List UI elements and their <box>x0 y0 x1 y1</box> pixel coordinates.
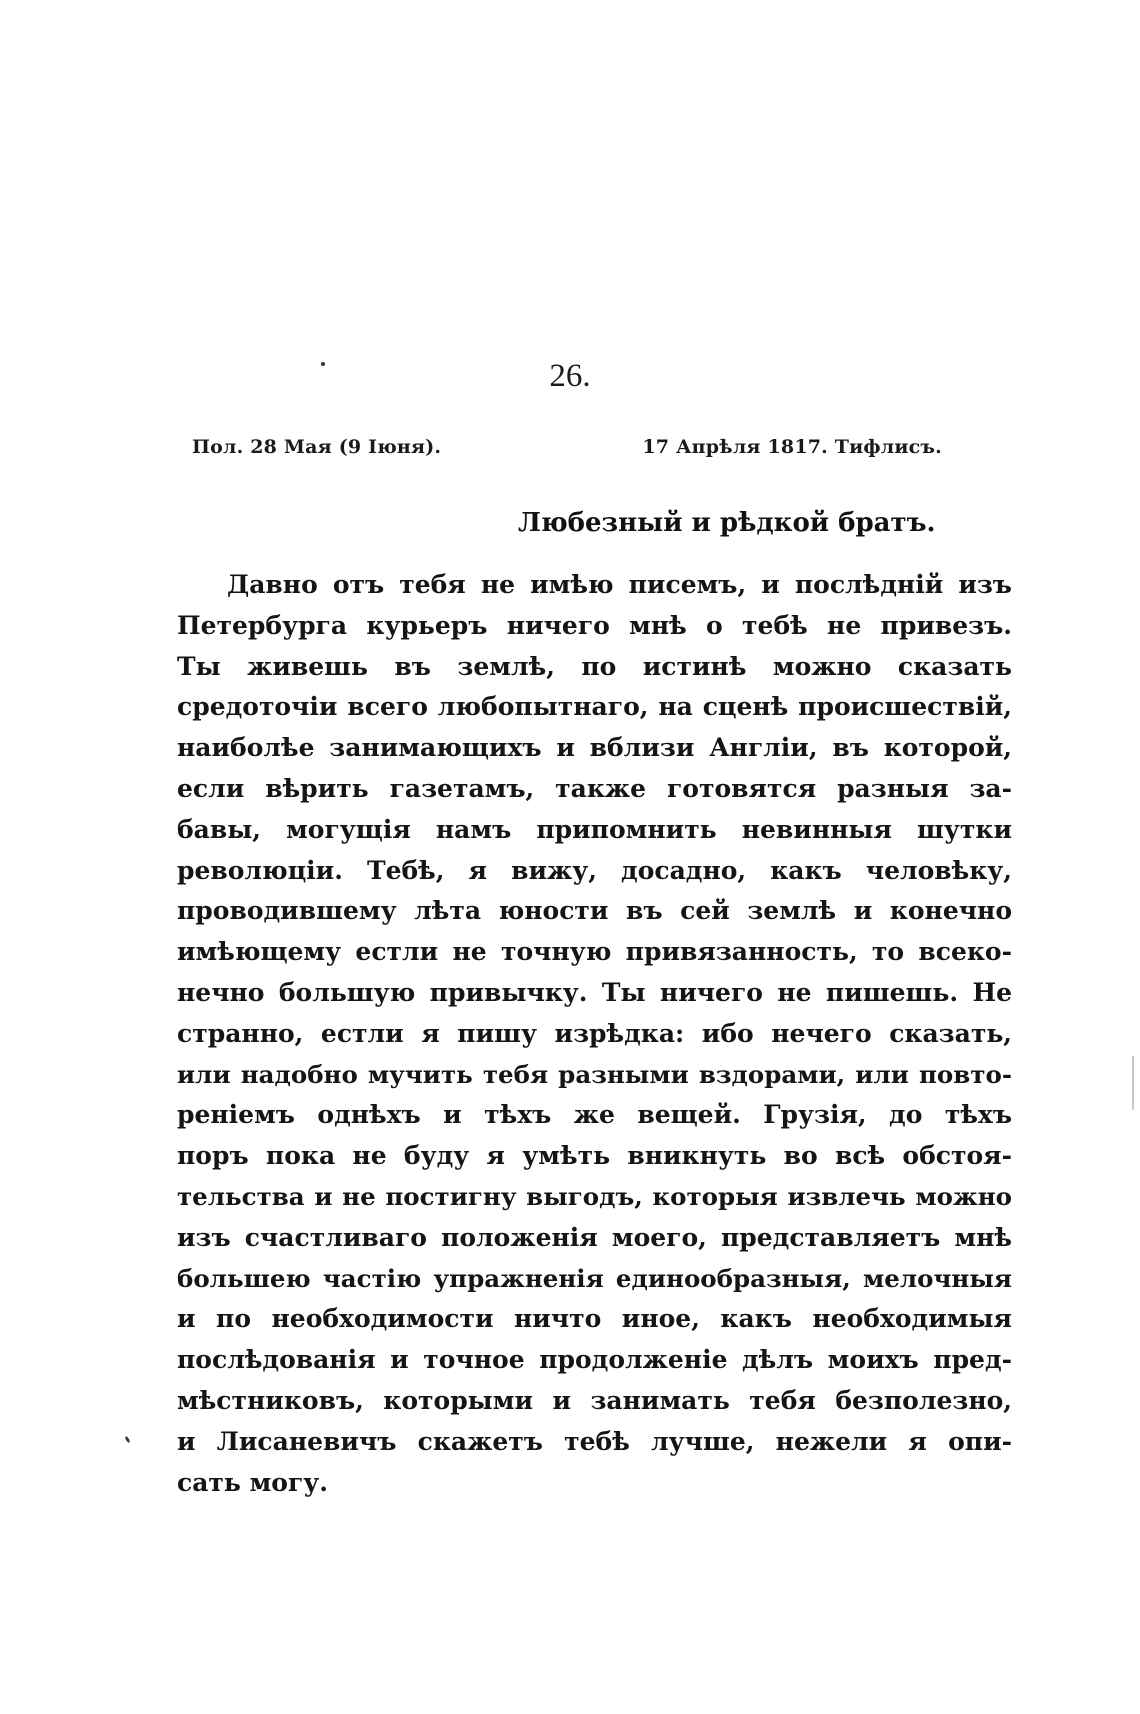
body-line: Петербурга курьеръ ничего мнѣ о тебѣ не привезъ. <box>177 610 1012 640</box>
body-line: наиболѣе занимающихъ и вблизи Англіи, въ которой, <box>177 733 1012 763</box>
body-line: послѣдованія и точное продолженіе дѣлъ моихъ пред- <box>177 1345 1012 1375</box>
scan-edge-mark <box>1132 1056 1134 1110</box>
body-line: изъ счастливаго положенія моего, представляетъ мнѣ <box>177 1222 1012 1252</box>
ink-speck <box>124 1436 130 1444</box>
body-line: бавы, могущія намъ припомнить невинныя шутки <box>177 814 1012 844</box>
body-line: поръ пока не буду я умѣть вникнуть во всѣ обстоя- <box>177 1141 1012 1171</box>
body-line: реніемъ однѣхъ и тѣхъ же вещей. Грузія, до тѣхъ <box>177 1100 1012 1130</box>
body-line: большею частію упражненія единообразныя, мелочныя <box>177 1263 1012 1293</box>
body-line: и по необходимости ничто иное, какъ необходимыя <box>177 1304 1012 1334</box>
body-line: сать могу. <box>177 1467 329 1497</box>
body-line: средоточіи всего любопытнаго, на сценѣ происшествій, <box>177 692 1012 722</box>
body-line: странно, естли я пишу изрѣдка: ибо нечего сказать, <box>177 1018 1012 1048</box>
body-line: и Лисаневичъ скажетъ тебѣ лучше, нежели я опи- <box>177 1426 1012 1456</box>
body-line: или надобно мучить тебя разными вздорами, или повто- <box>177 1059 1012 1089</box>
dateline: 17 Апрѣля 1817. Тифлисъ. <box>642 436 942 458</box>
body-line: проводившему лѣта юности въ сей землѣ и конечно <box>177 896 1012 926</box>
body-line: нечно большую привычку. Ты ничего не пишешь. Не <box>177 977 1012 1007</box>
salutation: Любезный и рѣдкой братъ. <box>518 508 936 538</box>
body-line: Давно отъ тебя не имѣю писемъ, и послѣдній изъ <box>227 570 1012 599</box>
letter-header <box>192 436 942 458</box>
received-date: Пол. 28 Мая (9 Іюня). <box>192 436 442 458</box>
body-line: революціи. Тебѣ, я вижу, досадно, какъ человѣку, <box>177 855 1012 885</box>
body-line: тельства и не постигну выгодъ, которыя извлечь можно <box>177 1181 1012 1211</box>
body-line: если вѣрить газетамъ, также готовятся разныя за- <box>177 773 1012 803</box>
letter-number: 26. <box>549 358 591 394</box>
body-line: имѣющему естли не точную привязанность, то всеко- <box>177 937 1012 967</box>
body-line: Ты живешь въ землѣ, по истинѣ можно сказать <box>177 651 1012 681</box>
body-line: мѣстниковъ, которыми и занимать тебя безполезно, <box>177 1385 1012 1415</box>
letter-body <box>177 565 1012 1503</box>
